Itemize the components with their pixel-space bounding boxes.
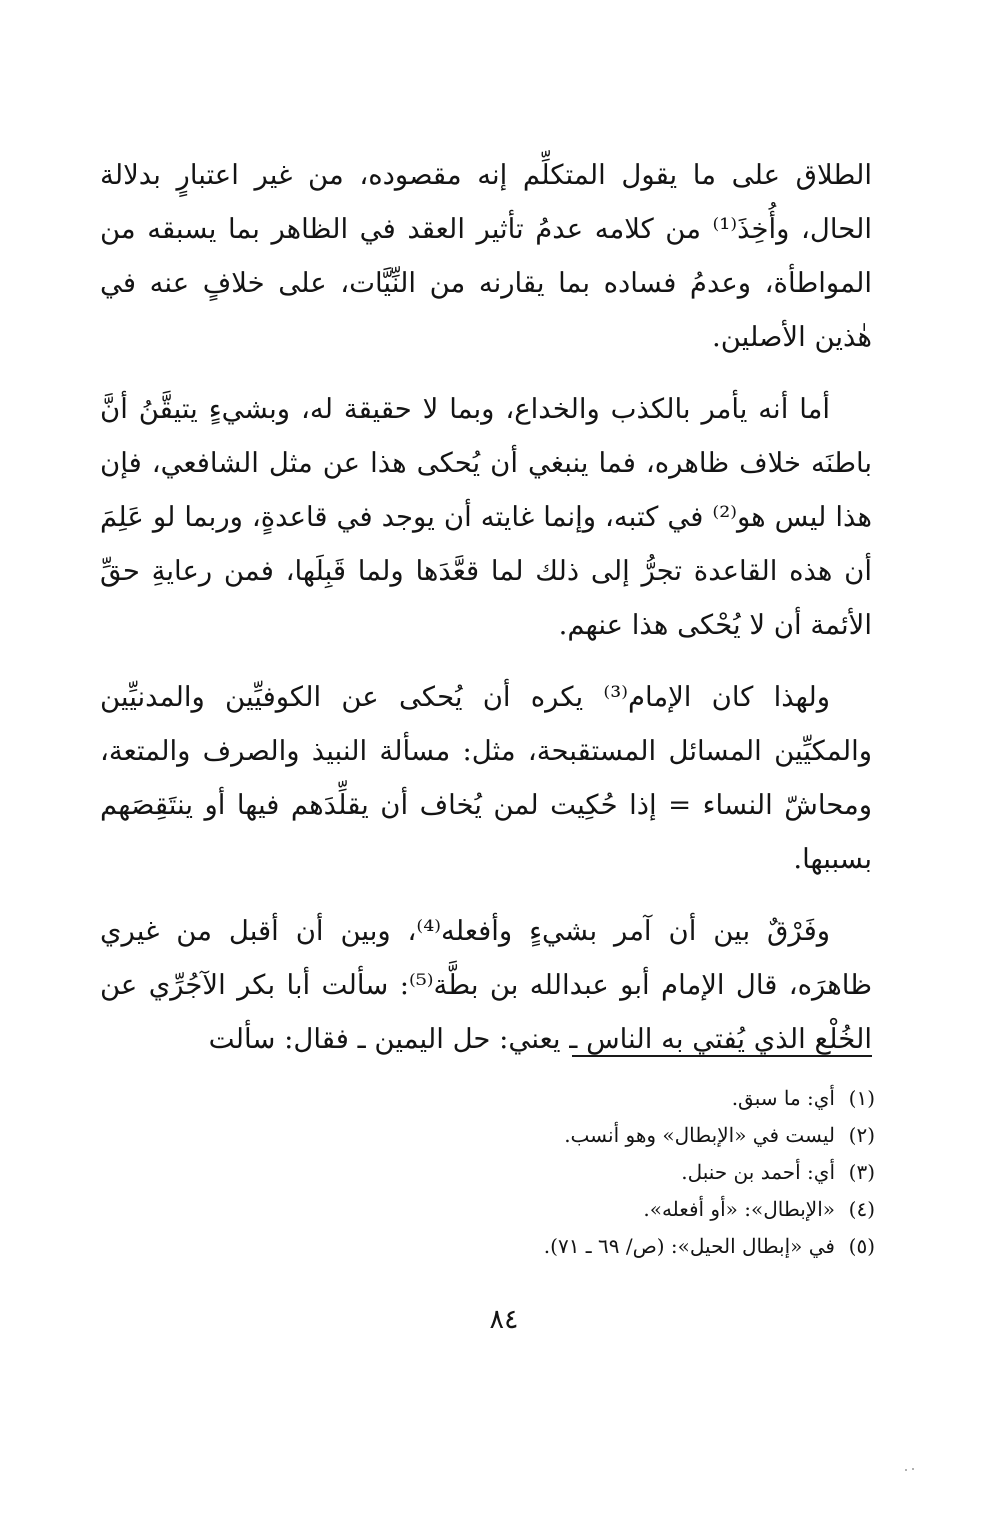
speck-dot (912, 1468, 914, 1470)
footnote-text: «الإبطال»: «أو أفعله». (643, 1197, 835, 1221)
footnote-text: ليست في «الإبطال» وهو أنسب. (564, 1123, 835, 1147)
footnote-item (300, 1117, 875, 1154)
footnotes (300, 1080, 875, 1265)
footnote-item (300, 1191, 875, 1228)
footnote-text: في «إبطال الحيل»: (ص/ ٦٩ ـ ٧١). (543, 1234, 835, 1258)
footnote-number: (٣) (848, 1160, 875, 1184)
paragraph-2: أما أنه يأمر بالكذب والخداع، وبما لا حقيقة له، وبشيءٍ يتيقَّنُ أنَّ باطنَه خلاف ظاهره، فما ينبغي أن يُحكى هذا عن مثل الشافعي، فإن هذا ليس هو⁽²⁾ في كتبه، وإنما غايته أن يوجد في قاعدةٍ، وربما لو عَلِمَ أن هذه القاعدة تجرُّ إلى ذلك لما قعَّدَها ولما قَبِلَها، فمن رعايةِ حقِّ الأئمة أن لا يُحْكى هذا عنهم. (100, 393, 872, 641)
footnote-item (300, 1228, 875, 1265)
footnote-number: (١) (848, 1086, 875, 1110)
page-number: ٨٤ (489, 1304, 519, 1335)
footnote-number: (٤) (848, 1197, 875, 1221)
main-text (100, 148, 872, 1084)
paragraph-4: وفَرْقٌ بين أن آمر بشيءٍ وأفعله⁽⁴⁾، وبين أن أقبل من غيري ظاهرَه، قال الإمام أبو عبدالله بن بطَّة⁽⁵⁾: سألت أبا بكر الآجُرِّي عن الخُلْع الذي يُفتي به الناس ـ يعني: حل اليمين ـ فقال: سألت (100, 915, 872, 1055)
paragraph-1: الطلاق على ما يقول المتكلِّم إنه مقصوده، من غير اعتبارٍ بدلالة الحال، وأُخِذَ⁽¹⁾ من كلامه عدمُ تأثير العقد في الظاهر بما يسبقه من المواطأة، وعدمُ فساده بما يقارنه من النِّيَّات، على خلافٍ عنه في هٰذين الأصلين. (100, 159, 873, 353)
footnote-separator (572, 1055, 872, 1057)
footnote-item (300, 1154, 875, 1191)
footnote-text: أي: ما سبق. (731, 1086, 835, 1110)
scan-speck (905, 1468, 917, 1472)
speck-dot (905, 1469, 907, 1471)
footnote-number: (٢) (848, 1123, 875, 1147)
footnote-text: أي: أحمد بن حنبل. (681, 1160, 835, 1184)
paragraph-3: ولهذا كان الإمام⁽³⁾ يكره أن يُحكى عن الكوفيِّين والمدنيِّين والمكيِّين المسائل المستقبحة، مثل: مسألة النبيذ والصرف والمتعة، ومحاشّ النساء = إذا حُكِيت لمن يُخاف أن يقلِّدَهم فيها أو ينتَقِصَهم بسببها. (100, 681, 872, 875)
footnote-item (300, 1080, 875, 1117)
footnote-number: (٥) (848, 1234, 875, 1258)
